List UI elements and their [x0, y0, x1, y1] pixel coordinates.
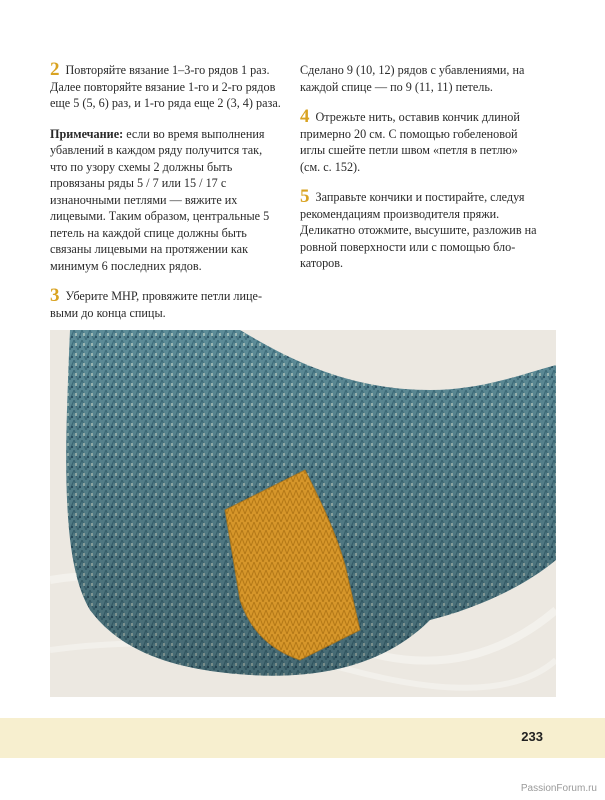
note [50, 126, 282, 275]
step-text: Уберите МНР, провяжите петли лицевыми до конца спицы. [50, 289, 263, 320]
step-3 [50, 285, 282, 321]
step-4 [300, 106, 540, 175]
footer-band [0, 718, 605, 758]
page-number: 233 [521, 729, 543, 744]
left-column [50, 59, 282, 335]
step-text: Заправьте кончики и постирайте, следуя рекомендациям производителя пряжи. Деликатно отожмите, высушите, разложив на ровной поверхности или с помощью блокаторов. [300, 190, 537, 270]
step-number: 2 [50, 59, 60, 80]
step-number: 3 [50, 285, 60, 306]
step-2 [50, 59, 282, 112]
right-column [300, 62, 540, 286]
step-5 [300, 186, 540, 272]
step-text: Отрежьте нить, оставив кончик длиной примерно 20 см. С помощью гобеленовой иглы сшейте петли швом «петля в петлю» (см. с. 152). [300, 110, 520, 174]
step-number: 5 [300, 186, 310, 207]
sock-illustration [50, 330, 556, 697]
step-text: Повторяйте вязание 1–3-го рядов 1 раз. Далее повторяйте вязание 1-го и 2-го рядов еще 5 (5, 6) раз, и 1-го ряда еще 2 (3, 4) раза. [50, 63, 281, 110]
watermark: PassionForum.ru [520, 783, 597, 794]
continuation-text: Сделано 9 (10, 12) рядов с убавлениями, на каждой спице — по 9 (11, 11) петель. [300, 63, 525, 94]
note-text: если во время выполнения убавлений в каждом ряду получится так, что по узору схемы 2 должны быть провязаны ряды 5 / 7 или 15 / 17 с изнаночными петлями — вяжите их лицевыми. Таким образом, центральные 5 петель на каждой спице должны быть связаны лицевыми на протяжении как минимум 6 последних рядов. [50, 126, 270, 273]
note-label: Примечание: [50, 126, 124, 141]
knitted-sock-photo [50, 330, 556, 697]
step-number: 4 [300, 106, 310, 127]
